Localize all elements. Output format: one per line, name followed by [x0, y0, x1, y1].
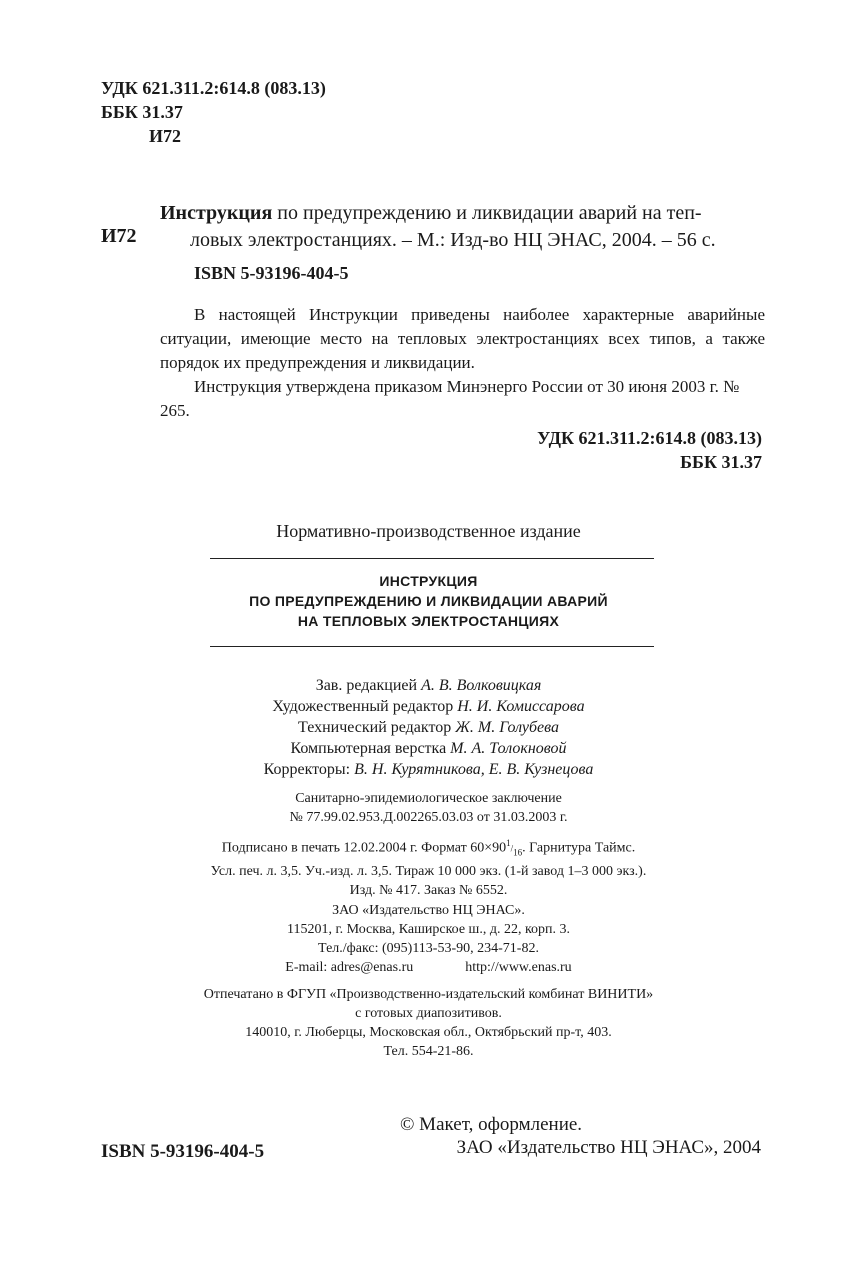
heading-line-1: ИНСТРУКЦИЯ	[379, 573, 478, 589]
publisher-line-1: ЗАО «Издательство НЦ ЭНАС».	[332, 903, 525, 918]
staff-line: Корректоры: В. Н. Курятникова, Е. В. Кузнецова	[263, 761, 594, 778]
publisher-line-3: Тел./факс: (095)113-53-90, 234-71-82.	[318, 941, 539, 956]
print-line-3: Изд. № 417. Заказ № 6552.	[349, 883, 508, 899]
annotation	[160, 303, 765, 423]
sanitary-line-1: Санитарно-эпидемиологическое заключение	[295, 791, 562, 806]
printer-line-2: с готовых диапозитивов.	[355, 1006, 502, 1021]
printer-line-4: Тел. 554-21-86.	[383, 1044, 474, 1059]
printer-info	[0, 985, 857, 1061]
divider-top	[210, 558, 654, 559]
title-rest: по предупреждению и ликвидации аварий на теп-	[272, 202, 702, 224]
staff-line: Компьютерная верстка М. А. Толокновой	[290, 740, 567, 757]
annotation-paragraph-2: Инструкция утверждена приказом Минэнерго России от 30 июня 2003 г. № 265.	[160, 377, 740, 420]
printer-line-1: Отпечатано в ФГУП «Производственно-издательский комбинат ВИНИТИ»	[203, 987, 654, 1002]
publisher-info	[0, 901, 857, 977]
author-sign: И72	[149, 126, 182, 146]
publisher-contacts	[0, 958, 857, 977]
footer-isbn: ISBN 5-93196-404-5	[101, 1141, 265, 1162]
side-author-sign: И72	[101, 225, 137, 247]
edition-type: Нормативно-производственное издание	[276, 521, 581, 541]
copyright-line-1: © Макет, оформление.	[400, 1114, 583, 1135]
record-isbn: ISBN 5-93196-404-5	[194, 263, 349, 283]
title-line-1	[160, 200, 765, 227]
bibliographic-record	[160, 200, 765, 254]
udk-code-right: УДК 621.311.2:614.8 (083.13)	[537, 428, 762, 448]
bottom-classification-codes	[537, 426, 762, 474]
annotation-paragraph-1: В настоящей Инструкции приведены наиболее характерные аварийные ситуации, имеющие место на тепловых электростанциях всех типов, а также порядок их предупреждения и ликвидации.	[160, 305, 765, 372]
bbk-code: ББК 31.37	[101, 102, 183, 122]
print-details	[0, 834, 857, 900]
copyright-line-2: ЗАО «Издательство НЦ ЭНАС», 2004	[456, 1137, 761, 1158]
top-classification-codes	[101, 76, 326, 148]
publisher-line-2: 115201, г. Москва, Каширское ш., д. 22, корп. 3.	[286, 922, 571, 937]
udk-code: УДК 621.311.2:614.8 (083.13)	[101, 78, 326, 98]
title-line-2: ловых электростанциях. – М.: Изд-во НЦ ЭНАС, 2004. – 56 с.	[190, 229, 716, 251]
sanitary-line-2: № 77.99.02.953.Д.002265.03.03 от 31.03.2003 г.	[289, 810, 568, 825]
book-heading	[0, 571, 857, 631]
staff-line: Зав. редакцией А. В. Волковицкая	[315, 677, 542, 694]
bbk-code-right: ББК 31.37	[680, 452, 762, 472]
printer-line-3: 140010, г. Люберцы, Московская обл., Октябрьский пр-т, 403.	[245, 1025, 612, 1040]
heading-line-2: ПО ПРЕДУПРЕЖДЕНИЮ И ЛИКВИДАЦИИ АВАРИЙ	[249, 593, 608, 609]
title-bold: Инструкция	[160, 202, 273, 224]
publisher-email[interactable]: E-mail: adres@enas.ru	[285, 960, 414, 975]
print-line-2: Усл. печ. л. 3,5. Уч.-изд. л. 3,5. Тираж 10 000 экз. (1-й завод 1–3 000 экз.).	[210, 864, 647, 880]
sanitary-conclusion	[0, 789, 857, 827]
staff-list	[0, 675, 857, 780]
staff-line: Художественный редактор Н. И. Комиссарова	[272, 698, 585, 715]
publisher-website[interactable]: http://www.enas.ru	[465, 960, 572, 975]
print-line-1: Подписано в печать 12.02.2004 г. Формат $60\times 90^1/_{16}$. Гарнитура Таймс.	[221, 838, 636, 858]
divider-bottom	[210, 646, 654, 647]
staff-line: Технический редактор Ж. М. Голубева	[298, 719, 559, 736]
heading-line-3: НА ТЕПЛОВЫХ ЭЛЕКТРОСТАНЦИЯХ	[297, 613, 560, 629]
